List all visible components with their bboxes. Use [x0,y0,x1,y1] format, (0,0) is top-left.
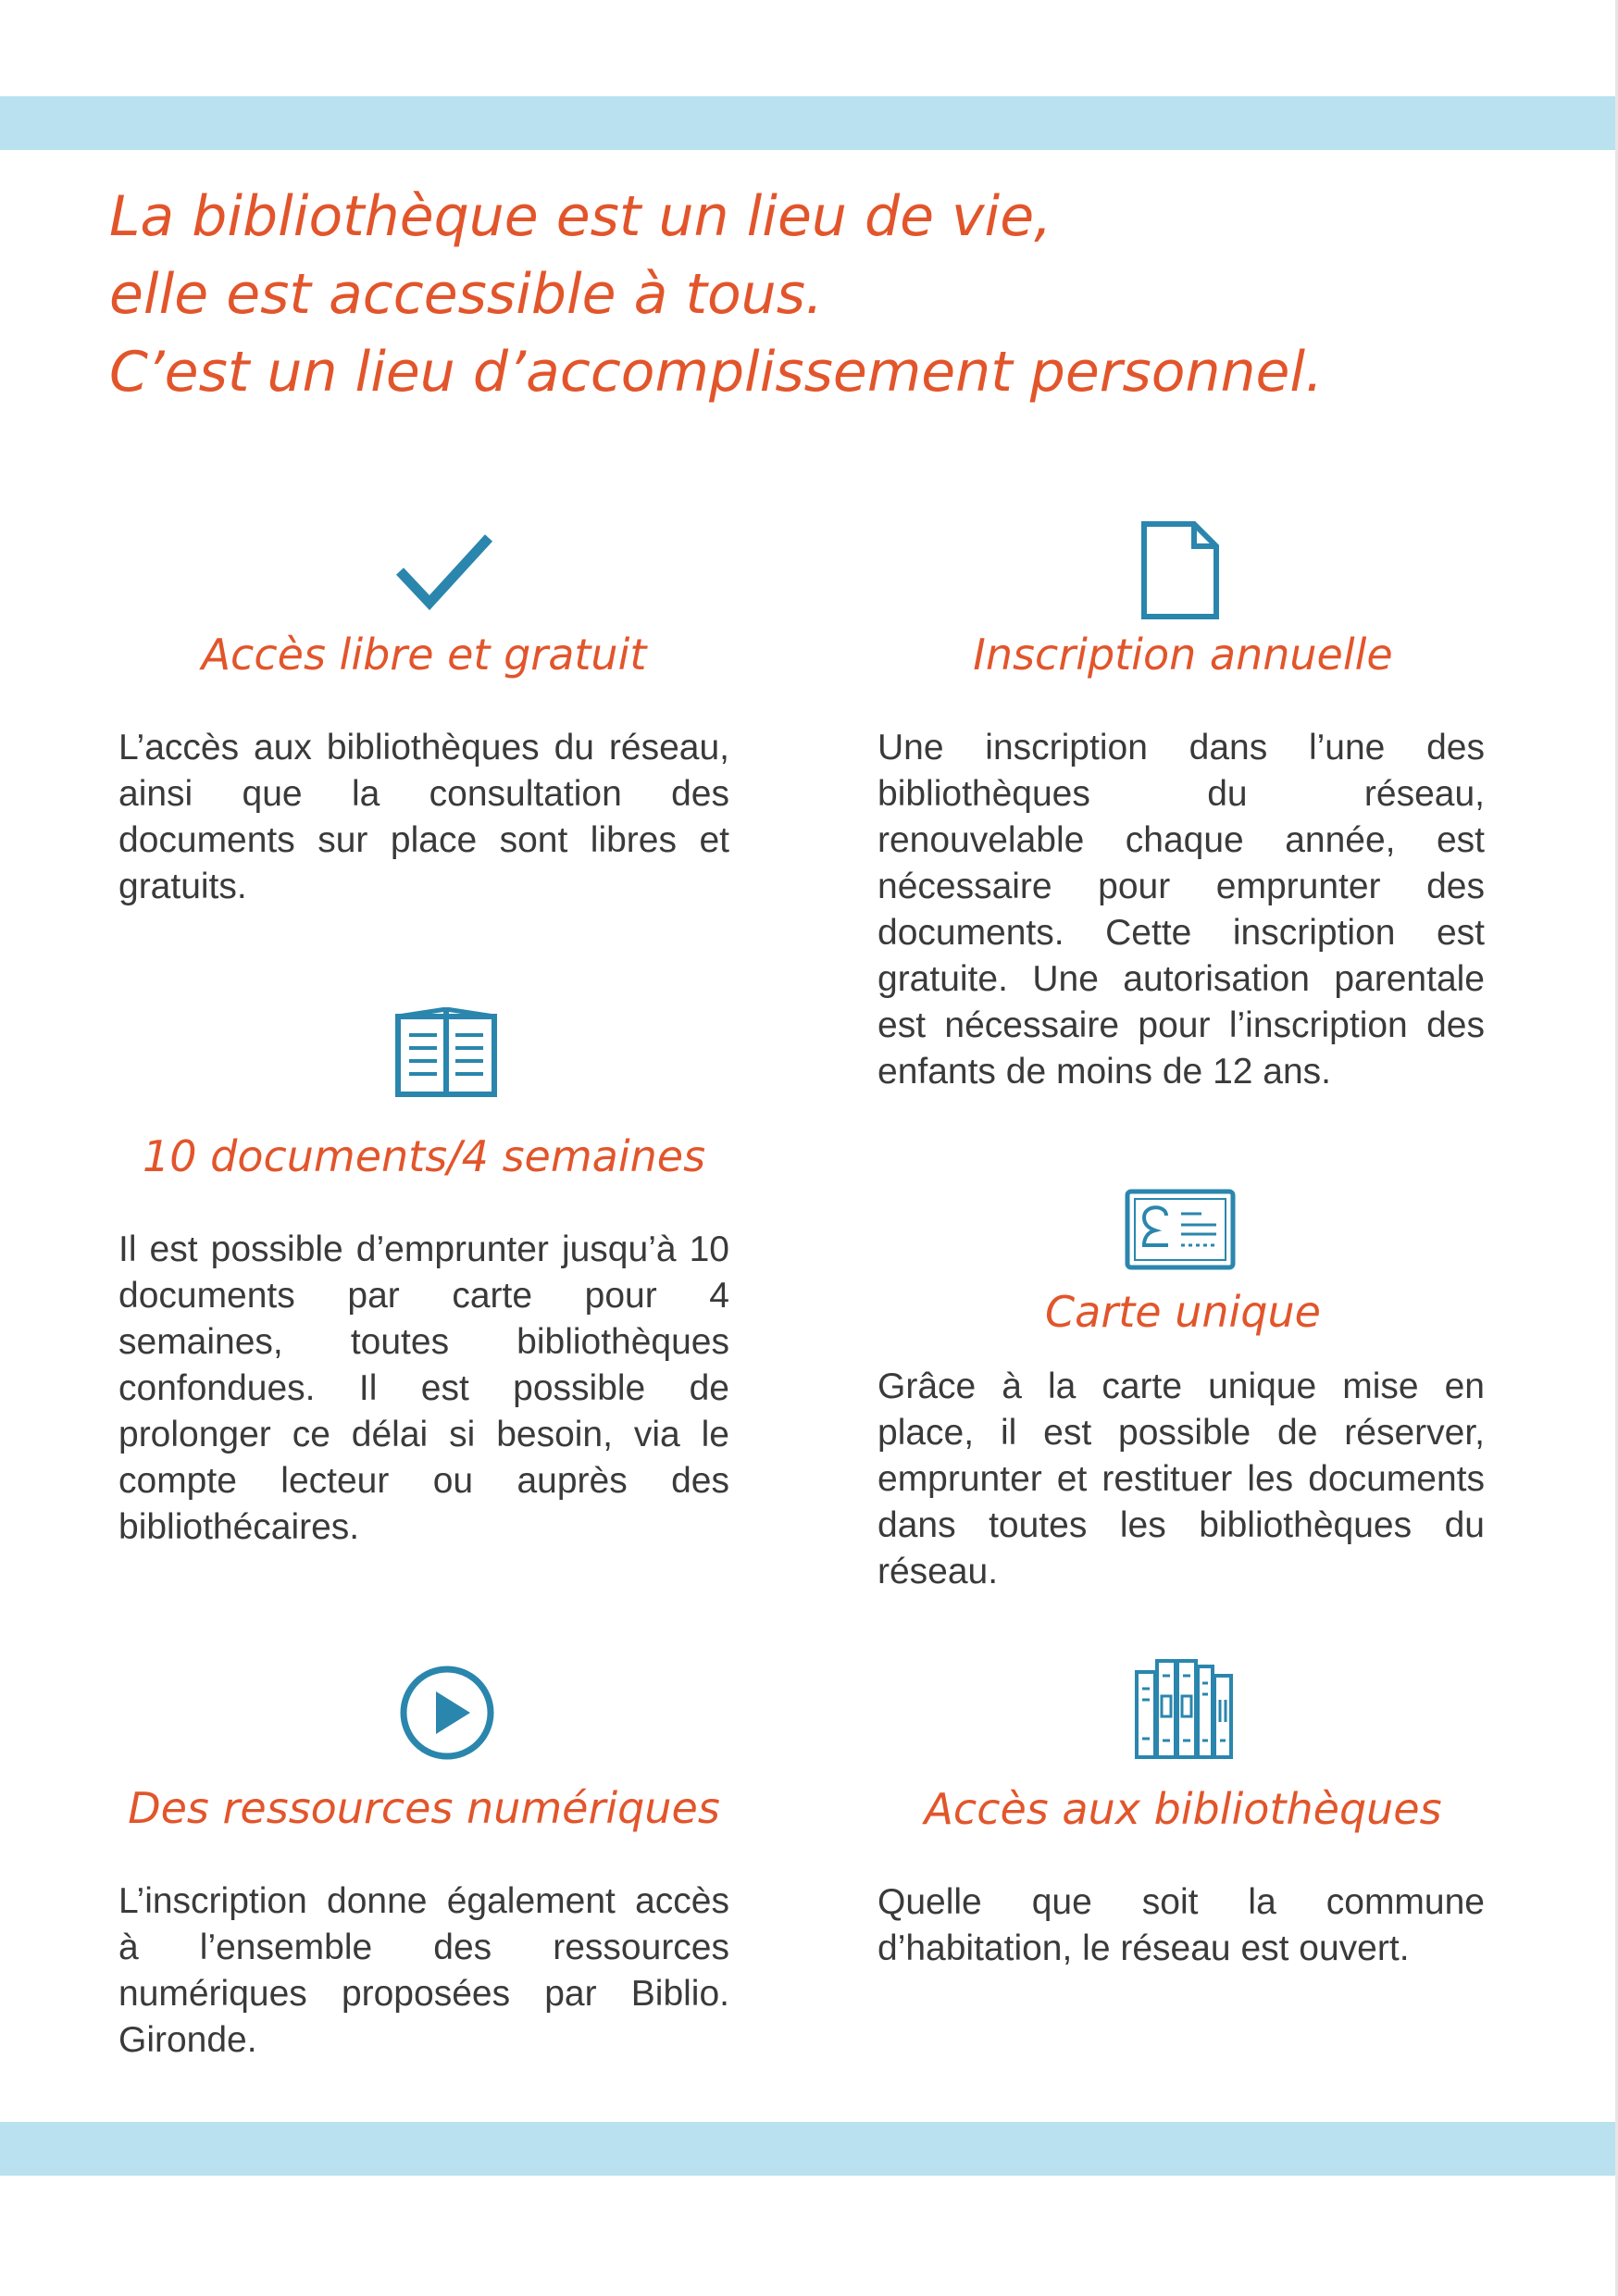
section-text: L’accès aux bibliothèques du réseau, ainsi que la consultation des documents sur place sont libres et gratuits. [118,728,729,906]
document-icon [1137,518,1222,622]
section-text: Quelle que soit la commune d’habitation, le réseau est ouvert. [877,1882,1485,1968]
section-title: Accès aux bibliothèques [924,1784,1442,1834]
section-title: Carte unique [1045,1287,1321,1337]
headline-line-3: C’est un lieu d’accomplissement personnel. [109,340,1324,405]
id-card-icon [1124,1188,1237,1271]
headline-line-2: elle est accessible à tous. [109,262,824,327]
section-text: L’inscription donne également accès à l’ensemble des ressources numériques proposées par Biblio. Gironde. [118,1881,729,2060]
open-book-icon [394,1007,498,1098]
bookshelf-icon [1133,1657,1235,1763]
bottom-decorative-band [0,2122,1618,2176]
section-text: Une inscription dans l’une des bibliothèques du réseau, renouvelable chaque année, est nécessaire pour emprunter des documents. Cette inscription est gratuite. Une autorisation parentale est nécessaire pour l’inscription des enfants de moins de 12 ans. [877,728,1485,1092]
headline-line-1: La bibliothèque est un lieu de vie, [109,184,1052,249]
checkmark-icon [392,532,494,614]
page-headline [109,178,1553,411]
section-title: Des ressources numériques [128,1783,720,1833]
section-title: Accès libre et gratuit [201,630,647,680]
section-text: Il est possible d’emprunter jusqu’à 10 documents par carte pour 4 semaines, toutes bibliothèques confondues. Il est possible de prolonger ce délai si besoin, via le compte lecteur ou auprès des bibliothécaires. [118,1229,729,1547]
section-text: Grâce à la carte unique mise en place, il est possible de réserver, emprunter et restituer les documents dans toutes les bibliothèques du réseau. [877,1366,1485,1591]
play-circle-icon [398,1664,496,1762]
section-title: 10 documents/4 semaines [142,1131,706,1181]
top-decorative-band [0,96,1618,150]
section-title: Inscription annuelle [973,630,1393,680]
